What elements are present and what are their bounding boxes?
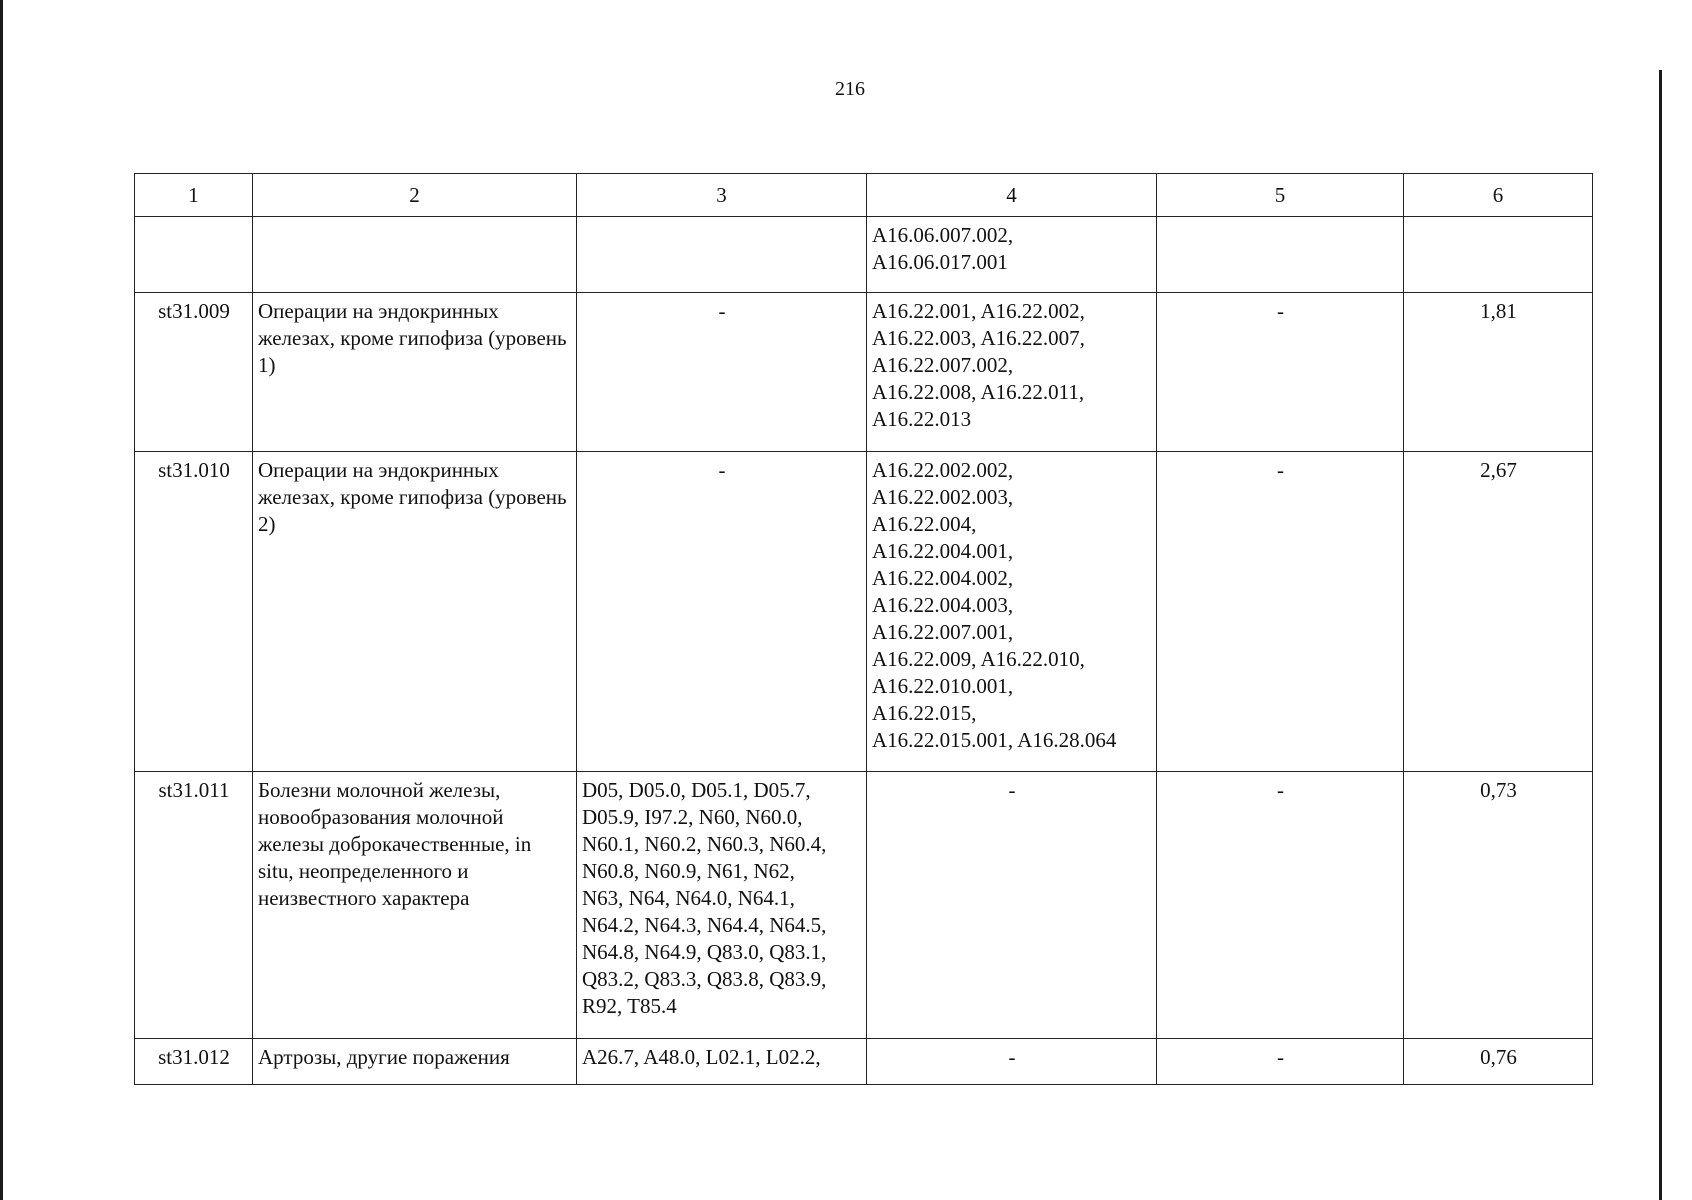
cell-diagnoses: - xyxy=(577,452,867,772)
service-code-line: A16.22.004.001, xyxy=(872,539,1014,563)
cell-name: Операции на эндокринных железах, кроме гипофиза (уровень 2) xyxy=(253,452,577,772)
diagnosis-code-line: Q83.2, Q83.3, Q83.8, Q83.9, xyxy=(582,967,827,991)
cell-diagnoses xyxy=(577,772,867,1039)
service-code-line: A16.22.004, xyxy=(872,512,977,536)
table-row xyxy=(135,217,1593,293)
service-code-line: A16.22.004.002, xyxy=(872,566,1014,590)
service-code-line: A16.22.010.001, xyxy=(872,674,1014,698)
diagnosis-code-line: D05.9, I97.2, N60, N60.0, xyxy=(582,805,803,829)
cell-col5 xyxy=(1157,217,1404,293)
cell-code: st31.009 xyxy=(135,293,253,452)
cell-coefficient: 0,76 xyxy=(1404,1039,1593,1085)
cell-coefficient: 0,73 xyxy=(1404,772,1593,1039)
column-header-4: 4 xyxy=(867,174,1157,217)
tariff-table xyxy=(134,173,1593,1085)
cell-code: st31.011 xyxy=(135,772,253,1039)
scan-right-edge xyxy=(1659,70,1662,1200)
service-code-line: A16.22.009, A16.22.010, xyxy=(872,647,1085,671)
cell-services xyxy=(867,293,1157,452)
service-code-line: A16.22.013 xyxy=(872,407,972,431)
diagnosis-code-line: A26.7, A48.0, L02.1, L02.2, xyxy=(582,1045,821,1069)
diagnosis-code-line: N60.1, N60.2, N60.3, N60.4, xyxy=(582,832,827,856)
table-header-row xyxy=(135,174,1593,217)
column-header-5: 5 xyxy=(1157,174,1404,217)
cell-col5: - xyxy=(1157,772,1404,1039)
service-code-line: A16.22.007.002, xyxy=(872,353,1014,377)
diagnosis-code-line: D05, D05.0, D05.1, D05.7, xyxy=(582,778,811,802)
table-row xyxy=(135,452,1593,772)
diagnosis-code-line: N63, N64, N64.0, N64.1, xyxy=(582,886,795,910)
column-header-2: 2 xyxy=(253,174,577,217)
page-number: 216 xyxy=(835,78,865,100)
scan-left-edge xyxy=(0,0,3,1200)
cell-name: Артрозы, другие поражения xyxy=(253,1039,577,1085)
cell-coefficient: 2,67 xyxy=(1404,452,1593,772)
cell-coefficient xyxy=(1404,217,1593,293)
cell-diagnoses xyxy=(577,217,867,293)
service-code-line: A16.22.007.001, xyxy=(872,620,1014,644)
service-code-line: A16.22.002.003, xyxy=(872,485,1014,509)
column-header-1: 1 xyxy=(135,174,253,217)
service-code-line: A16.06.007.002, xyxy=(872,223,1014,247)
service-code-line: A16.06.017.001 xyxy=(872,250,1008,274)
diagnosis-code-line: R92, T85.4 xyxy=(582,994,677,1018)
table-row xyxy=(135,293,1593,452)
cell-col5: - xyxy=(1157,1039,1404,1085)
cell-col5: - xyxy=(1157,452,1404,772)
cell-diagnoses xyxy=(577,1039,867,1085)
service-code-line: A16.22.008, A16.22.011, xyxy=(872,380,1085,404)
diagnosis-code-line: N64.2, N64.3, N64.4, N64.5, xyxy=(582,913,827,937)
cell-services: - xyxy=(867,772,1157,1039)
cell-code: st31.010 xyxy=(135,452,253,772)
column-header-6: 6 xyxy=(1404,174,1593,217)
service-code-line: A16.22.002.002, xyxy=(872,458,1014,482)
service-code-line: A16.22.001, A16.22.002, xyxy=(872,299,1085,323)
cell-name: Болезни молочной железы, новообразования молочной железы доброкачественные, in situ, неопределенного и неизвестного характера xyxy=(253,772,577,1039)
cell-diagnoses: - xyxy=(577,293,867,452)
cell-name: Операции на эндокринных железах, кроме гипофиза (уровень 1) xyxy=(253,293,577,452)
table-row xyxy=(135,1039,1593,1085)
service-code-line: A16.22.015.001, A16.28.064 xyxy=(872,728,1117,752)
cell-services: - xyxy=(867,1039,1157,1085)
cell-coefficient: 1,81 xyxy=(1404,293,1593,452)
table-row xyxy=(135,772,1593,1039)
cell-services xyxy=(867,452,1157,772)
service-code-line: A16.22.004.003, xyxy=(872,593,1014,617)
cell-name xyxy=(253,217,577,293)
cell-code xyxy=(135,217,253,293)
cell-services xyxy=(867,217,1157,293)
service-code-line: A16.22.003, A16.22.007, xyxy=(872,326,1085,350)
cell-col5: - xyxy=(1157,293,1404,452)
service-code-line: A16.22.015, xyxy=(872,701,977,725)
column-header-3: 3 xyxy=(577,174,867,217)
diagnosis-code-line: N64.8, N64.9, Q83.0, Q83.1, xyxy=(582,940,827,964)
cell-code: st31.012 xyxy=(135,1039,253,1085)
diagnosis-code-line: N60.8, N60.9, N61, N62, xyxy=(582,859,795,883)
